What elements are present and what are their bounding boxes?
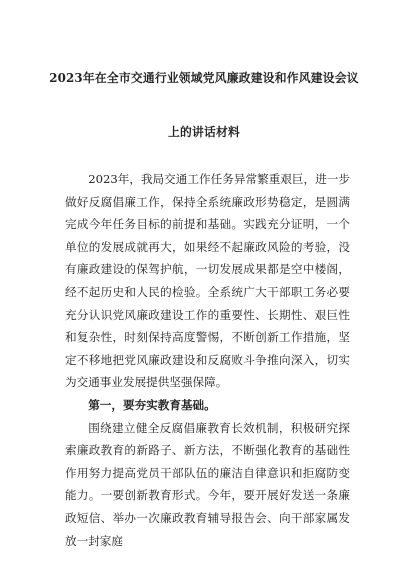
body-paragraph-2: 围绕建立健全反腐倡廉教育长效机制，积极研究探索廉政教育的新路子、新方法，不断强化教育的基础性作用努力提高党员干部队伍的廉洁自律意识和拒腐防变能力。一要创新教育形式。今年，要开展好发送一条廉政短信、举办一次廉政教育辅导报告会、向干部家属发放一封家庭 bbox=[65, 420, 350, 548]
document-body bbox=[65, 168, 350, 552]
document-title-line-2: 上的讲话材料 bbox=[168, 125, 240, 139]
section-heading-1: 第一，要夯实教育基础。 bbox=[88, 397, 216, 412]
body-paragraph-1: 2023年，我局交通工作任务异常繁重艰巨，进一步做好反腐倡廉工作，保持全系统廉政形势稳定，是圆满完成今年任务目标的前提和基础。实践充分证明，一个单位的发展成就再大，如果经不起廉政风险的考验，没有廉政建设的保驾护航，一切发展成果都是空中楼阁，经不起历史和人民的检验。全系统广大干部职工务必要充分认识党风廉政建设工作的重要性、长期性、艰巨性和复杂性，时刻保持高度警惕，不断创新工作措施，坚定不移地把党风廉政建设和反腐败斗争推向深入，切实为交通事业发展提供坚强保障。 bbox=[65, 172, 350, 390]
document-title-line-1: 2023年在全市交通行业领域党风廉政建设和作风建设会议 bbox=[49, 71, 359, 85]
